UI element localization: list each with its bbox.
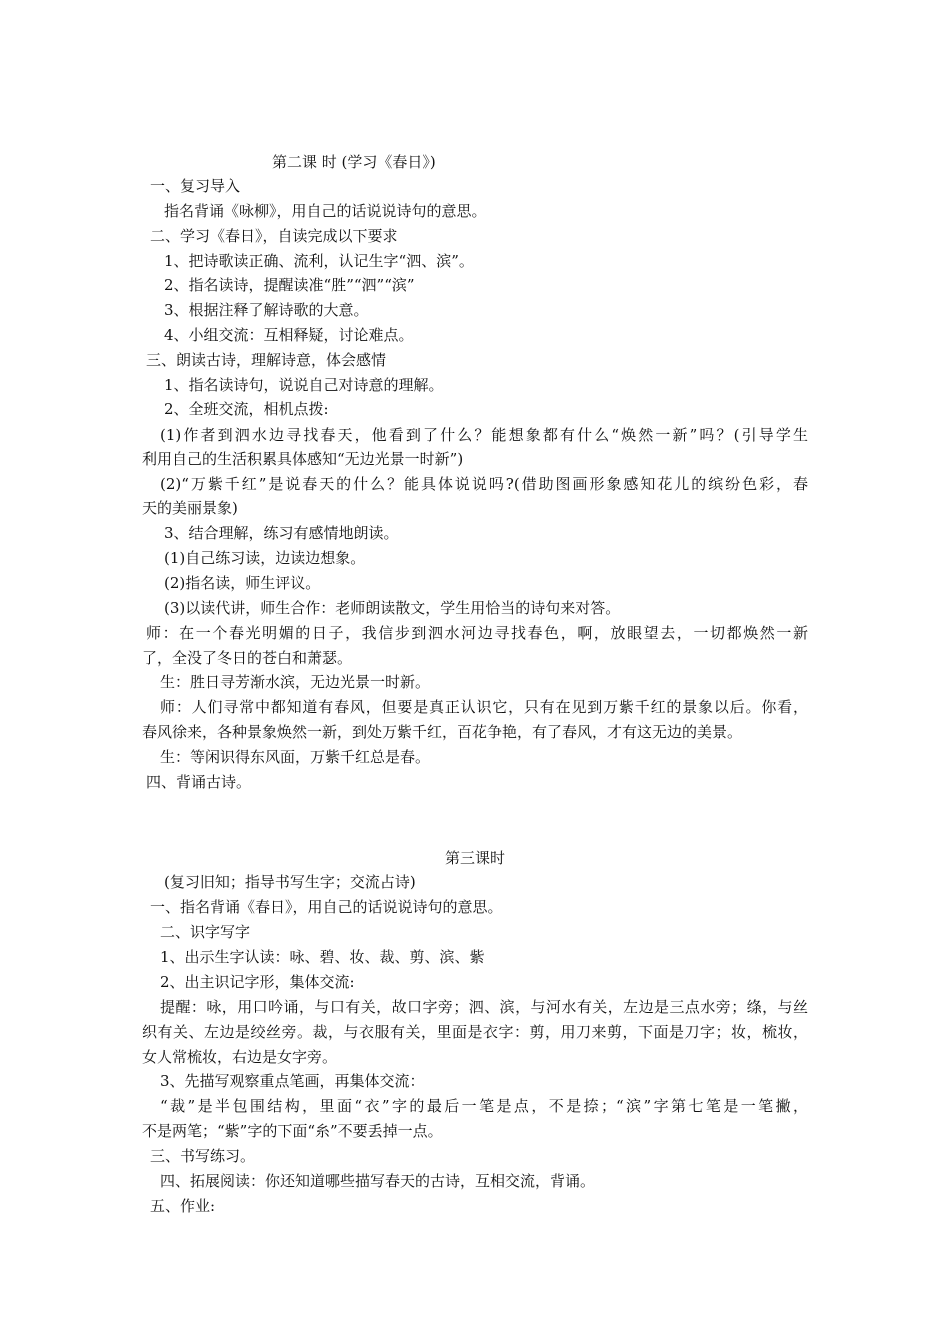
lesson2-s3-item2: 2、全班交流，相机点拨: — [164, 400, 329, 418]
lesson2-student1: 生：胜日寻芳渐水滨，无边光景一时新。 — [160, 673, 431, 691]
lesson3-section2-heading: 二、识字写字 — [160, 923, 251, 941]
lesson3-s2-item3: 3、先描写观察重点笔画，再集体交流： — [160, 1072, 425, 1090]
lesson2-s2-item4: 4、小组交流：互相释疑，讨论难点。 — [164, 326, 414, 344]
lesson3-section4-heading: 四、拓展阅读：你还知道哪些描写春天的古诗，互相交流，背诵。 — [160, 1172, 596, 1190]
lesson2-teacher2-line2: 春风徐来，各种景象焕然一新，到处万紫千红，百花争艳，有了春风，才有这无边的美景。 — [142, 723, 743, 741]
lesson2-teacher1-line2: 了，全没了冬日的苍白和萧瑟。 — [142, 649, 353, 667]
lesson3-subtitle: (复习旧知；指导书写生字；交流占诗) — [164, 873, 416, 891]
lesson3-hint1-line3: 女人常梳妆，右边是女字旁。 — [142, 1048, 338, 1066]
lesson2-s2-item3: 3、根据注释了解诗歌的大意。 — [164, 301, 369, 319]
lesson2-question1-line1: (1)作者到泗水边寻找春天，他看到了什么？能想象都有什么“焕然一新”吗？(引导学生 — [160, 426, 808, 444]
lesson2-reading2: (2)指名读，师生评议。 — [164, 574, 321, 592]
lesson2-teacher2-line1: 师：人们寻常中都知道有春风，但要是真正认识它，只有在见到万紫千红的景象以后。你看， — [160, 698, 808, 716]
lesson3-title: 第三课时 — [445, 849, 506, 867]
lesson3-hint1-line1: 提醒：咏，用口吟诵，与口有关，故口字旁；泗、滨，与河水有关，左边是三点水旁；绦，与丝 — [160, 998, 808, 1016]
lesson2-section1-text: 指名背诵《咏柳》，用自己的话说说诗句的意思。 — [164, 202, 487, 220]
lesson2-s2-item2: 2、指名读诗，提醒读准“胜”“泗”“滨” — [164, 276, 415, 294]
lesson3-hint1-line2: 织有关、左边是绞丝旁。裁，与衣服有关，里面是衣字：剪，用刀来剪，下面是刀字；妆，梳妆， — [142, 1023, 808, 1041]
lesson2-s2-item1: 1、把诗歌读正确、流利，认记生字“泗、滨”。 — [164, 252, 474, 270]
lesson2-section2-heading: 二、学习《春日》，自读完成以下要求 — [150, 227, 398, 245]
lesson3-hint2-line1: “裁”是半包围结构，里面“衣”字的最后一笔是点，不是捺；“滨”字第七笔是一笔撇， — [160, 1097, 808, 1115]
lesson3-s2-item1: 1、出示生字认读：咏、碧、妆、裁、剪、滨、紫 — [160, 948, 485, 966]
lesson2-section4-heading: 四、背诵古诗。 — [146, 773, 252, 791]
lesson2-title: 第二课 时 (学习《春日》) — [272, 153, 436, 171]
lesson3-section5-heading: 五、作业: — [150, 1197, 216, 1215]
lesson2-s3-item1: 1、指名读诗句，说说自己对诗意的理解。 — [164, 376, 444, 394]
lesson2-section1-heading: 一、复习导入 — [150, 177, 241, 195]
lesson2-question1-line2: 利用自己的生活积累具体感知“无边光景一时新”) — [142, 450, 464, 468]
lesson3-hint2-line2: 不是两笔；“紫”字的下面“糸”不要丢掉一点。 — [142, 1122, 443, 1140]
lesson2-reading3: (3)以读代讲，师生合作：老师朗读散文，学生用恰当的诗句来对答。 — [164, 599, 621, 617]
lesson3-s2-item2: 2、出主识记字形，集体交流: — [160, 973, 355, 991]
lesson2-s3-item3: 3、结合理解，练习有感情地朗读。 — [164, 524, 399, 542]
lesson2-question2-line2: 天的美丽景象) — [142, 499, 238, 517]
lesson2-student2: 生：等闲识得东风面，万紫千红总是春。 — [160, 748, 431, 766]
lesson2-section3-heading: 三、朗读古诗，理解诗意，体会感情 — [146, 351, 387, 369]
lesson3-section1-heading: 一、指名背诵《春日》，用自己的话说说诗句的意思。 — [150, 898, 503, 916]
lesson2-teacher1-line1: 师：在一个春光明媚的日子，我信步到泗水河边寻找春色，啊，放眼望去，一切都焕然一新 — [146, 624, 808, 642]
lesson2-reading1: (1)自己练习读，边读边想象。 — [164, 549, 366, 567]
lesson2-question2-line1: (2)“万紫千红”是说春天的什么？能具体说说吗?(借助图画形象感知花儿的缤纷色彩，春 — [160, 475, 808, 493]
lesson3-section3-heading: 三、书写练习。 — [150, 1147, 256, 1165]
